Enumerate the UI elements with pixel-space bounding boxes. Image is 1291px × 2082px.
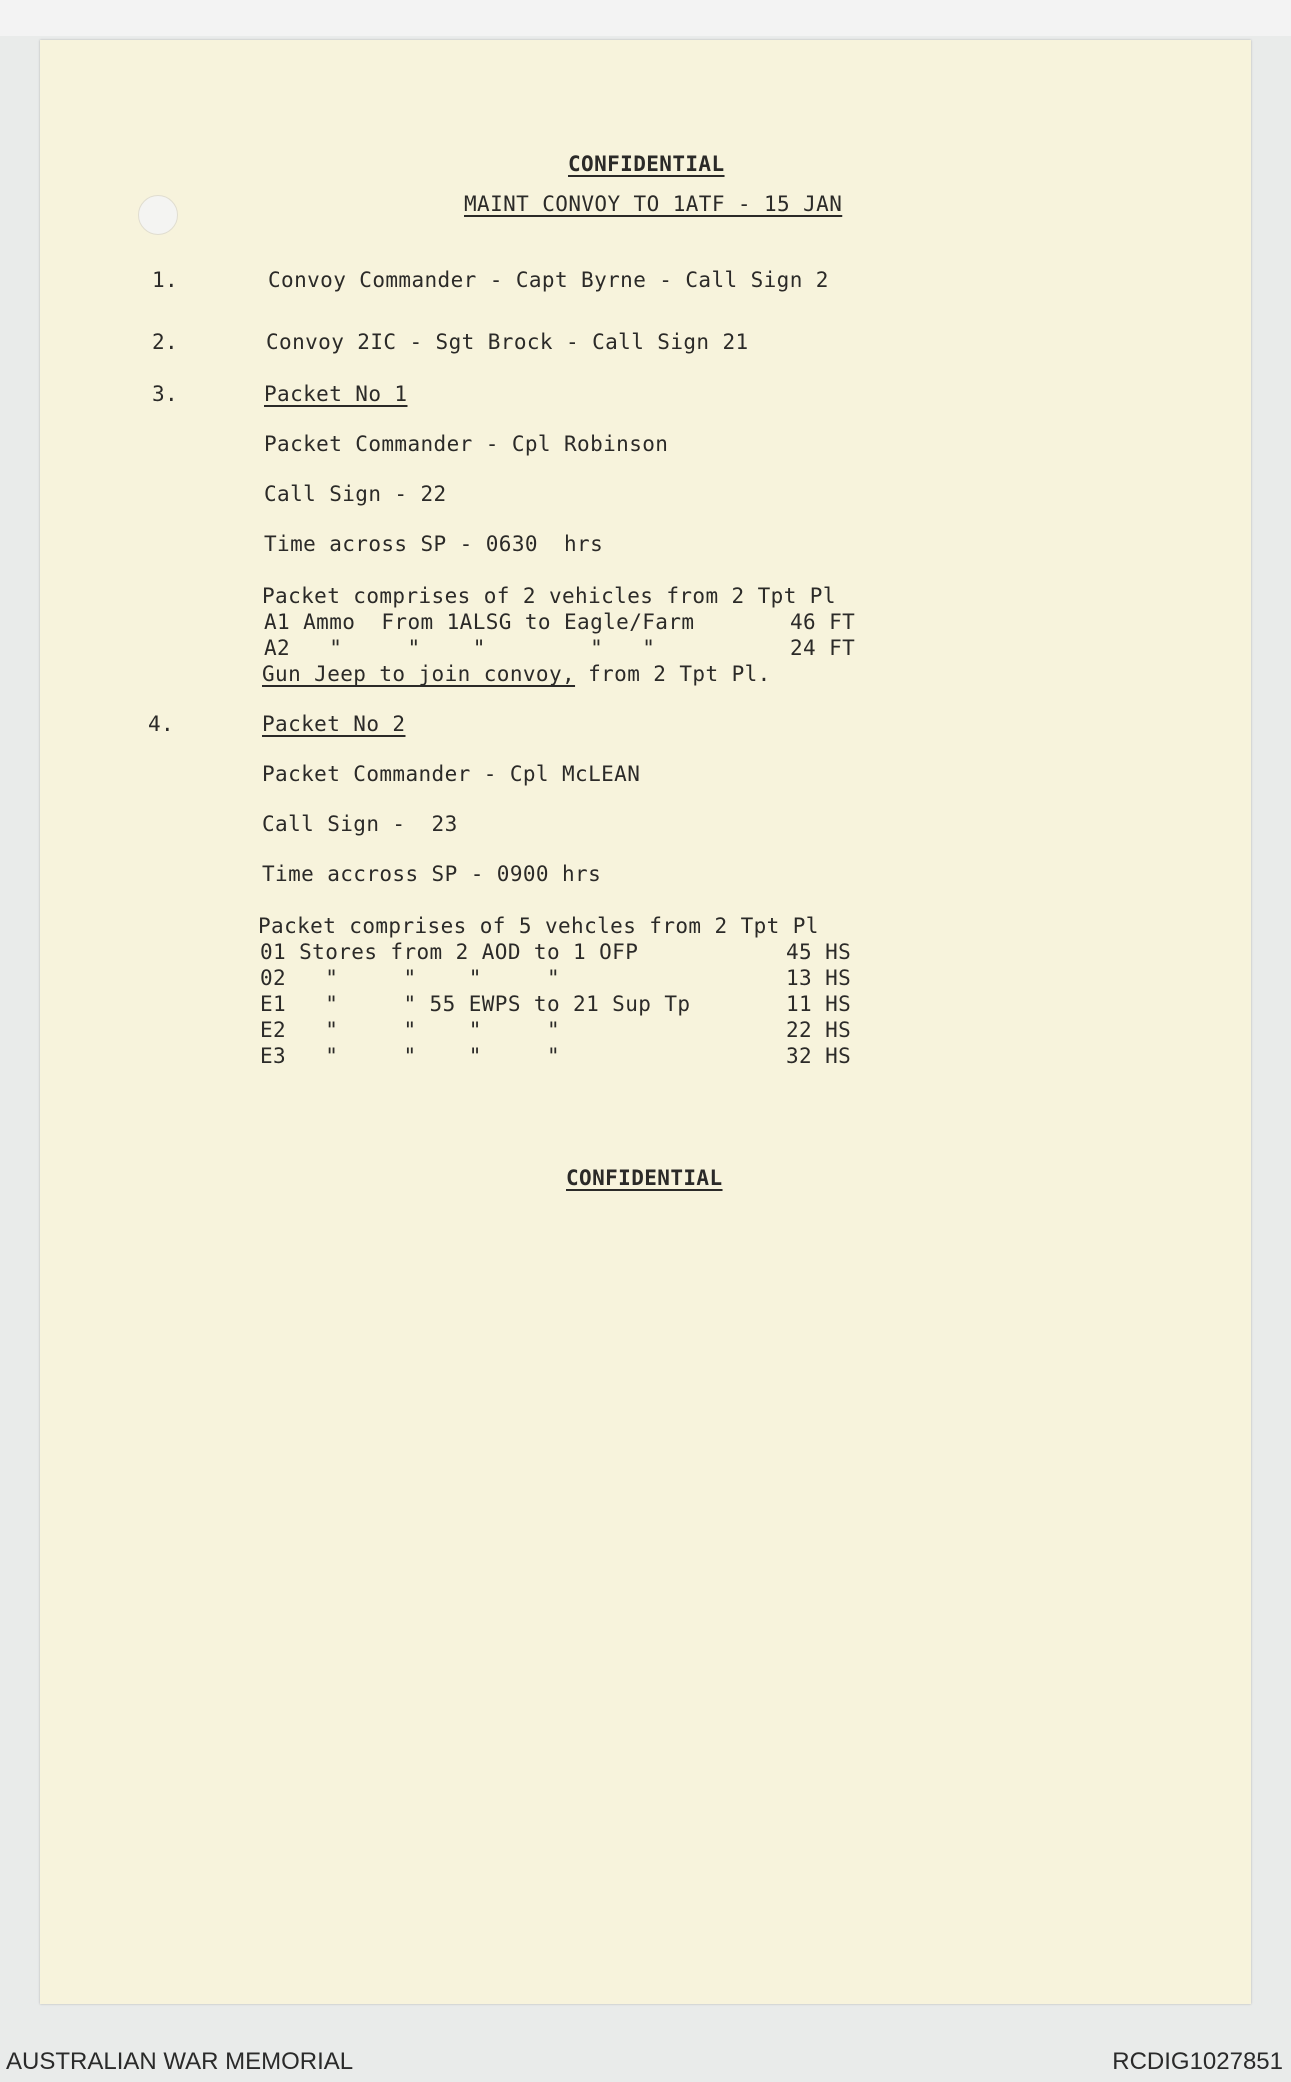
packet-2-vehicle-qty: 45 HS [786, 940, 852, 964]
packet-1-vehicle-qty: 46 FT [790, 610, 856, 634]
item-3-number: 3. [152, 382, 179, 406]
packet-2-comprises: Packet comprises of 5 vehcles from 2 Tpt Pl [258, 914, 819, 938]
packet-2-commander: Packet Commander - Cpl McLEAN [262, 762, 641, 786]
item-2-text: Convoy 2IC - Sgt Brock - Call Sign 21 [266, 330, 749, 354]
packet-1-heading: Packet No 1 [264, 382, 408, 406]
packet-2-vehicle-row: E2 " " " " [260, 1018, 560, 1042]
packet-1-vehicle-row: A2 " " " " " [264, 636, 656, 660]
packet-1-commander: Packet Commander - Cpl Robinson [264, 432, 669, 456]
packet-2-time: Time accross SP - 0900 hrs [262, 862, 602, 886]
packet-2-heading: Packet No 2 [262, 712, 406, 736]
item-4-number: 4. [148, 712, 175, 736]
packet-2-vehicle-row: E1 " " 55 EWPS to 21 Sup Tp [260, 992, 691, 1016]
archive-id: RCDIG1027851 [1112, 2048, 1283, 2075]
packet-2-vehicle-qty: 22 HS [786, 1018, 852, 1042]
packet-2-vehicle-row: 02 " " " " [260, 966, 560, 990]
packet-2-vehicle-qty: 13 HS [786, 966, 852, 990]
packet-1-note-rest: from 2 Tpt Pl. [575, 662, 771, 686]
packet-2-call-sign: Call Sign - 23 [262, 812, 458, 836]
packet-2-vehicle-row: 01 Stores from 2 AOD to 1 OFP [260, 940, 639, 964]
packet-1-comprises: Packet comprises of 2 vehicles from 2 Tpt Pl [262, 584, 836, 608]
item-1-number: 1. [152, 268, 179, 292]
header-confidential: CONFIDENTIAL [568, 152, 725, 176]
packet-1-vehicle-row: A1 Ammo From 1ALSG to Eagle/Farm [264, 610, 695, 634]
packet-1-note [262, 662, 771, 686]
top-margin-bar [0, 0, 1291, 36]
packet-2-vehicle-row: E3 " " " " [260, 1044, 560, 1068]
packet-1-vehicle-qty: 24 FT [790, 636, 856, 660]
packet-2-vehicle-qty: 32 HS [786, 1044, 852, 1068]
packet-2-vehicle-qty: 11 HS [786, 992, 852, 1016]
document-title: MAINT CONVOY TO 1ATF - 15 JAN [464, 192, 843, 216]
item-1-text: Convoy Commander - Capt Byrne - Call Sign 2 [268, 268, 829, 292]
packet-1-note-underlined: Gun Jeep to join convoy, [262, 662, 576, 686]
packet-1-call-sign: Call Sign - 22 [264, 482, 447, 506]
footer-confidential: CONFIDENTIAL [566, 1166, 723, 1190]
punch-hole [138, 195, 178, 235]
document-page [40, 40, 1251, 2004]
packet-1-time: Time across SP - 0630 hrs [264, 532, 604, 556]
archive-credit: AUSTRALIAN WAR MEMORIAL [6, 2048, 354, 2075]
item-2-number: 2. [152, 330, 179, 354]
